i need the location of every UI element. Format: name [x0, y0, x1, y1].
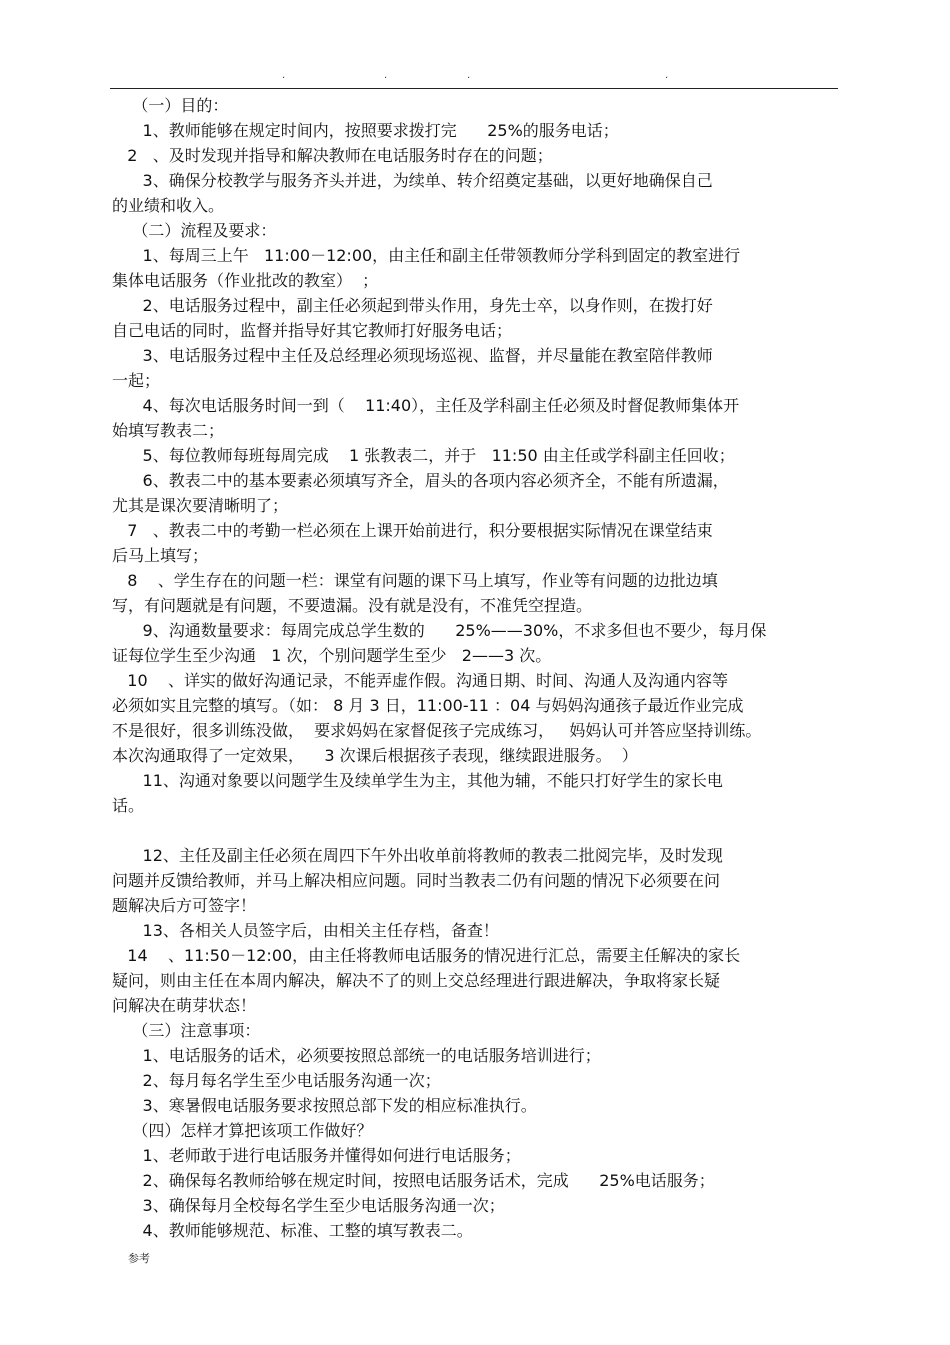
text-line: 题解决后方可签字！	[112, 896, 257, 915]
text-line: （四）怎样才算把该项工作做好？	[112, 1121, 373, 1140]
text-line: 1、电话服务的话术，必须要按照总部统一的电话服务培训进行；	[112, 1046, 601, 1065]
text-line: 2 、及时发现并指导和解决教师在电话服务时存在的问题；	[112, 146, 553, 165]
text-line: 9、沟通数量要求：每周完成总学生数的 25%——30%，不求多但也不要少，每月保	[112, 621, 767, 640]
text-line: 2、确保每名教师给够在规定时间，按照电话服务话术，完成 25%电话服务；	[112, 1171, 715, 1190]
text-line: 后马上填写；	[112, 546, 209, 565]
text-line: 写，有问题就是有问题，不要遗漏。没有就是没有，不准凭空捏造。	[112, 596, 593, 615]
text-line: 11、沟通对象要以问题学生及续单学生为主，其他为辅，不能只打好学生的家长电	[112, 771, 723, 790]
text-line: 尤其是课次要清晰明了；	[112, 496, 289, 515]
header-dots	[110, 70, 840, 82]
text-line: 问题并反馈给教师，并马上解决相应问题。同时当教表二仍有问题的情况下必须要在问	[112, 871, 721, 890]
header-dot: .	[467, 70, 471, 81]
text-line: 集体电话服务（作业批改的教室） ；	[112, 271, 379, 290]
text-line: 7 、教表二中的考勤一栏必须在上课开始前进行，积分要根据实际情况在课堂结束	[112, 521, 713, 540]
text-line: 4、教师能够规范、标准、工整的填写教表二。	[112, 1221, 473, 1240]
text-line	[112, 818, 827, 843]
text-line: 14 、11:50－12:00，由主任将教师电话服务的情况进行汇总，需要主任解决的家长	[112, 946, 741, 965]
text-line: 始填写教表二；	[112, 421, 225, 440]
header-dot: .	[384, 70, 388, 81]
text-line: 12、主任及副主任必须在周四下午外出收单前将教师的教表二批阅完毕，及时发现	[112, 846, 723, 865]
text-line: 10 、详实的做好沟通记录，不能弄虚作假。沟通日期、时间、沟通人及沟通内容等	[112, 671, 728, 690]
header-dot: .	[282, 70, 286, 81]
text-line: 13、各相关人员签字后，由相关主任存档，备查！	[112, 921, 499, 940]
text-line: 必须如实且完整的填写。（如： 8 月 3 日，11:00-11 ：04 与妈妈沟通孩子最近作业完成	[112, 696, 744, 715]
text-line: 4、每次电话服务时间一到（ 11:40），主任及学科副主任必须及时督促教师集体开	[112, 396, 740, 415]
text-line: 5、每位教师每班每周完成 1 张教表二，并于 11:50 由主任或学科副主任回收；	[112, 446, 735, 465]
text-line: 一起；	[112, 371, 161, 390]
text-line: 1、教师能够在规定时间内，按照要求拨打完 25%的服务电话；	[112, 121, 619, 140]
header-dot: .	[665, 70, 669, 81]
text-line: 3、确保分校教学与服务齐头并进，为续单、转介绍奠定基础，以更好地确保自己	[112, 171, 713, 190]
text-line: 的业绩和收入。	[112, 196, 225, 215]
text-line: （三）注意事项：	[112, 1021, 261, 1040]
text-line: 2、电话服务过程中，副主任必须起到带头作用，身先士卒，以身作则，在拨打好	[112, 296, 713, 315]
text-line: 6、教表二中的基本要素必须填写齐全，眉头的各项内容必须齐全，不能有所遗漏，	[112, 471, 729, 490]
document-body	[112, 93, 827, 1243]
text-line: 话。	[112, 796, 145, 815]
text-line: 2、每月每名学生至少电话服务沟通一次；	[112, 1071, 441, 1090]
text-line: 证每位学生至少沟通 1 次，个别问题学生至少 2——3 次。	[112, 646, 552, 665]
text-line: 本次沟通取得了一定效果， 3 次课后根据孩子表现，继续跟进服务。 ）	[112, 746, 638, 765]
text-line: （二）流程及要求：	[112, 221, 277, 240]
text-line: 不是很好，很多训练没做， 要求妈妈在家督促孩子完成练习， 妈妈认可并答应坚持训练。	[112, 721, 762, 740]
text-line: （一）目的：	[112, 96, 229, 115]
text-line: 3、寒暑假电话服务要求按照总部下发的相应标准执行。	[112, 1096, 537, 1115]
text-line: 3、确保每月全校每名学生至少电话服务沟通一次；	[112, 1196, 505, 1215]
text-line: 自己电话的同时，监督并指导好其它教师打好服务电话；	[112, 321, 513, 340]
header-rule	[110, 88, 838, 89]
text-line: 1、老师敢于进行电话服务并懂得如何进行电话服务；	[112, 1146, 521, 1165]
footer-label: 参考	[128, 1252, 150, 1265]
text-line: 3、电话服务过程中主任及总经理必须现场巡视、监督，并尽量能在教室陪伴教师	[112, 346, 713, 365]
text-line: 1、每周三上午 11:00－12:00，由主任和副主任带领教师分学科到固定的教室进行	[112, 246, 741, 265]
text-line: 问解决在萌芽状态！	[112, 996, 257, 1015]
text-line: 疑问，则由主任在本周内解决，解决不了的则上交总经理进行跟进解决，争取将家长疑	[112, 971, 721, 990]
text-line: 8 、学生存在的问题一栏：课堂有问题的课下马上填写，作业等有问题的边批边填	[112, 571, 718, 590]
